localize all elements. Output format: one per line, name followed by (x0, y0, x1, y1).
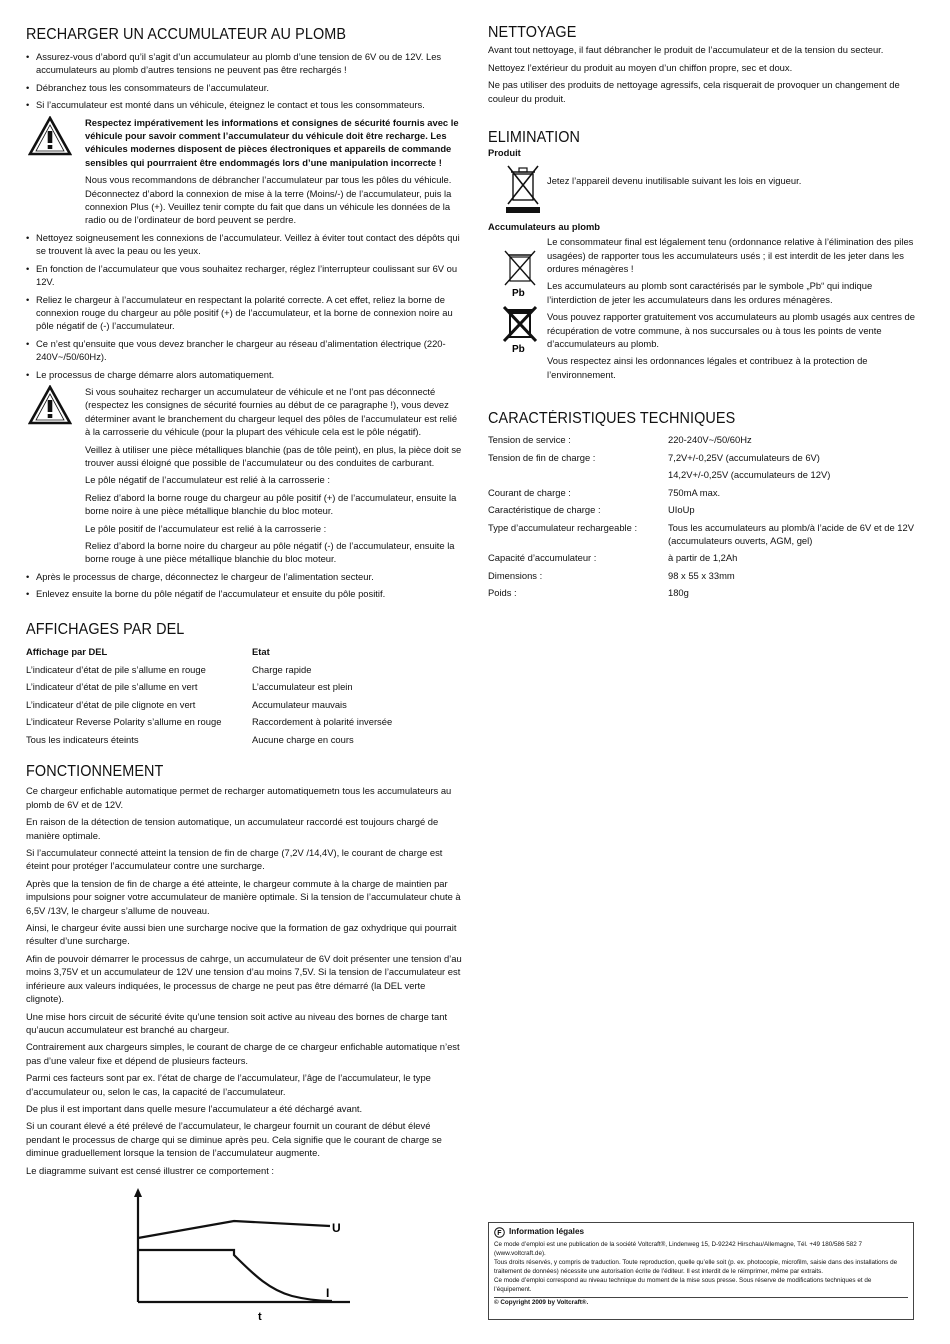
t-label: t (258, 1311, 262, 1323)
crossed-bin-icon (504, 162, 542, 214)
list-item: • Après le processus de charge, déconnectez le chargeur de l’alimentation secteur. (26, 570, 462, 583)
led-title: AFFICHAGES PAR DEL (26, 621, 185, 638)
fonctionnement-section (26, 765, 462, 1181)
pb-label: Pb (512, 288, 525, 298)
pb-bin-icon (500, 249, 540, 297)
spec-value: 98 x 55 x 33mm (668, 569, 735, 581)
nettoyage-section (488, 26, 924, 109)
legal-text: Ce mode d’emploi correspond au niveau technique du moment de la mise sous presse. Sous réserve de modifications techniques et de l’équipement. (494, 1277, 872, 1293)
table-row (488, 569, 924, 587)
state-col-header: Etat (252, 646, 270, 657)
tech-title: CARACTÉRISTIQUES TECHNIQUES (488, 410, 736, 427)
table-row (26, 680, 446, 698)
spec-key: Capacité d’accumulateur : (488, 552, 597, 563)
spec-key: Tension de fin de charge : (488, 451, 596, 463)
paragraph: Le consommateur final est légalement tenu (ordonnance relative à l’élimination des piles usagées) de rapporter tous les accumulateurs usés ; il est interdit de les jeter dans les ordures ménagères ! (547, 236, 914, 275)
tech-section (488, 410, 924, 604)
paragraph: Les accumulateurs au plomb sont caractérisés par le symbole „Pb“ qui indique l’interdiction de jeter les accumulateurs dans les ordures ménagères. (547, 280, 873, 305)
elimination-section (488, 131, 924, 385)
table-row (26, 715, 446, 733)
tech-table (488, 433, 924, 604)
spec-value: 180g (668, 587, 689, 598)
paragraph: Avant tout nettoyage, il faut débrancher le produit de l’accumulateur et de la tension du secteur. (488, 44, 884, 56)
voltage-curve (138, 1221, 330, 1238)
list-item: • En fonction de l’accumulateur que vous souhaitez recharger, réglez l’interrupteur coulissant sur 6V ou 12V. (26, 262, 462, 289)
list-item: • Si l’accumulateur est monté dans un véhicule, éteignez le contact et tous les consommateurs. (26, 98, 462, 111)
warning-bold-text: Respectez impérativement les informations et consignes de sécurité fournis avec le véhicule pour savoir comment l’accumulateur du véhicule doit être recharge. Les véhicules modernes disposent de pièces électroniques et appareils de commande sensibles qui pourrraient être endommagés lors d’une manipulation incorrecte ! (85, 116, 459, 168)
paragraph: Si un courant élevé a été prélevé de l’accumulateur, le chargeur fournit un courant de début élevé pendant le processus de charge qui se diminue après peu. Cela signifie que le courant de charge se diminue graduellement lorsque la tension de l’accumulateur augmente. (26, 1120, 442, 1159)
state-cell: Aucune charge en cours (252, 733, 354, 745)
table-row (26, 663, 446, 681)
warning-text: Veillez à utiliser une pièce métalliques blanchie (pas de tôle peint), en plus, la pièce doit se trouver aussi éloigné que possible de l’accumulateur ou des conduites de carburant. (85, 443, 462, 468)
spec-key: Poids : (488, 587, 517, 598)
spec-value: Tous les accumulateurs au plomb/à l’acide de 6V et de 12V (accumulateurs ouverts, AGM, gel) (668, 521, 914, 546)
warning-icon (28, 385, 72, 425)
state-cell: Accumulateur mauvais (252, 698, 347, 710)
paragraph: En raison de la détection de tension automatique, un accumulateur raccordé est toujours chargé de manière optimale. (26, 816, 439, 841)
list-item: • Assurez-vous d’abord qu’il s’agit d’un accumulateur au plomb d’une tension de 6V ou de 12V. Les accumulateurs au plomb d’autres tensions ne peuvent pas être rechargés ! (26, 50, 462, 77)
language-badge: F (497, 1230, 502, 1238)
elimination-title: ELIMINATION (488, 129, 581, 146)
language-badge-icon (494, 1227, 505, 1238)
table-row (488, 521, 924, 552)
led-cell: L’indicateur Reverse Polarity s’allume en rouge (26, 716, 222, 727)
spec-key: Dimensions : (488, 569, 543, 581)
current-curve (138, 1250, 332, 1301)
paragraph: Ainsi, le chargeur évite aussi bien une surcharge nocive que la formation de gaz oxhydrique qui pourrait résulter d’une surcharge. (26, 922, 457, 947)
produit-text: Jetez l’appareil devenu inutilisable suivant les lois en vigueur. (547, 174, 802, 186)
led-cell: L’indicateur d’état de pile s’allume en rouge (26, 663, 206, 675)
spec-value: 7,2V+/-0,25V (accumulateurs de 6V) (668, 451, 820, 463)
list-item: • Débranchez tous les consommateurs de l’accumulateur. (26, 81, 462, 94)
paragraph: Ne pas utiliser des produits de nettoyage agressifs, cela risquerait de provoquer un changement de couleur du produit. (488, 79, 900, 104)
spec-value: à partir de 1,2Ah (668, 552, 738, 563)
paragraph: Une mise hors circuit de sécurité évite qu’une tension soit active au niveau des bornes de charge tant qu’aucun accumulateur est branché au chargeur. (26, 1010, 448, 1035)
warning-icon (28, 116, 72, 156)
list-item: • Ce n’est qu’ensuite que vous devez brancher le chargeur au réseau d’alimentation électrique (220-240V~/50/60Hz). (26, 337, 462, 364)
table-row (488, 433, 924, 451)
paragraph: Ce chargeur enfichable automatique permet de recharger automatiquemetn tous les accumulateurs au plomb de 6V et de 12V. (26, 785, 452, 810)
legal-text: Ce mode d’emploi est une publication de la société Voltcraft®, Lindenweg 15, D-92242 Hirschau/Allemagne, Tél. +49 180/586 582 7 (www.voltcraft.de). (494, 1241, 863, 1257)
led-table (26, 645, 446, 750)
warning-text: Reliez d’abord la borne rouge du chargeur au pôle positif (+) de l’accumulateur, ensuite la borne noire à une pièce métallique blanchie du bloc moteur. (85, 491, 457, 517)
warning-text: Nous vous recommandons de débrancher l’accumulateur par tous les pôles du véhicule. Déconnectez d’abord la connexion de mise à la terre (Moins/-) de l’accumulateur, puis la connexion Plus (+). Veuillez tenir compte du fait que dans un véhicule les données de la radio ou de l’ordinateur de bord peuvent se perdre. (85, 174, 452, 226)
led-col-header: Affichage par DEL (26, 646, 108, 657)
spec-value: 14,2V+/-0,25V (accumulateurs de 12V) (668, 469, 831, 480)
table-header (26, 645, 446, 663)
produit-heading: Produit (488, 147, 521, 159)
list-item: • Reliez le chargeur à l’accumulateur en respectant la polarité correcte. A cet effet, reliez la borne de connexion rouge du chargeur au pôle positif (+) de l’accumulateur, et la borne de connexion noire au pôle négatif de (-) l’accumulateur. (26, 293, 462, 333)
copyright: © Copyright 2009 by Voltcraft®. (494, 1297, 908, 1308)
state-cell: Raccordement à polarité inversée (252, 716, 393, 727)
y-axis-arrow (134, 1188, 142, 1197)
legal-heading (494, 1227, 908, 1238)
table-row (26, 698, 446, 716)
table-row (488, 551, 924, 569)
pb-label: Pb (512, 344, 525, 354)
table-row (488, 451, 924, 469)
recharge-list-2 (26, 231, 462, 381)
paragraph: Nettoyez l’extérieur du produit au moyen d’un chiffon propre, sec et doux. (488, 61, 793, 73)
led-cell: L’indicateur d’état de pile clignote en vert (26, 698, 196, 710)
state-cell: L’accumulateur est plein (252, 681, 353, 692)
spec-key: Caractéristique de charge : (488, 504, 601, 515)
accu-heading: Accumulateurs au plomb (488, 220, 601, 232)
charge-diagram (120, 1186, 450, 1324)
warning-text: Reliez d’abord la borne noire du chargeur au pôle négatif (-) de l’accumulateur, ensuite la borne rouge à une pièce métallique blanchie du bloc moteur. (85, 540, 455, 565)
paragraph: Contrairement aux chargeurs simples, le courant de charge de ce chargeur enfichable automatique n’est pas d’une valeur fixe et dépend de plusieurs facteurs. (26, 1041, 460, 1066)
table-row (488, 468, 924, 486)
spec-value: UIoUp (668, 504, 695, 515)
u-label: U (332, 1221, 341, 1235)
spec-key: Type d’accumulateur rechargeable : (488, 521, 638, 533)
i-label: I (326, 1286, 330, 1300)
table-row (488, 586, 924, 604)
paragraph: Parmi ces facteurs sont par ex. l’état de charge de l’accumulateur, l’âge de l’accumulateur, le type d’accumulateur ou, selon le cas, la capacité de l’accumulateur. (26, 1072, 431, 1097)
recharge-list (26, 50, 462, 112)
fonctionnement-title: FONCTIONNEMENT (26, 763, 164, 780)
spec-key: Tension de service : (488, 434, 571, 445)
led-cell: L’indicateur d’état de pile s’allume en vert (26, 681, 198, 692)
list-item: • Nettoyez soigneusement les connexions de l’accumulateur. Veillez à éviter tout contact des dépôts qui se trouvent là avec la peau ou les yeux. (26, 231, 462, 258)
spec-key: Courant de charge : (488, 486, 571, 498)
produit-row (488, 160, 924, 216)
paragraph: Vous respectez ainsi les ordonnances légales et contribuez à la protection de l’environnement. (547, 355, 868, 380)
legal-title: Information légales (509, 1227, 585, 1237)
spec-value: 750mA max. (668, 486, 721, 498)
nettoyage-title: NETTOYAGE (488, 24, 577, 41)
table-row (488, 503, 924, 521)
legal-box (488, 1222, 914, 1320)
led-section (26, 621, 462, 750)
pb-bin-bold-icon (500, 305, 540, 353)
spec-key (488, 468, 668, 486)
warning-text: Si vous souhaitez recharger un accumulateur de véhicule et ne l’ont pas déconnecté (respectez les consignes de sécurité fournies au début de ce paragraphe !), vous devez déterminer avant le branchement du chargeur lequel des pôles de l’accumulateur est relié à la carrosserie du véhicule (pour la plupart des véhicule cela est le pôle négatif). (85, 385, 458, 438)
paragraph: Après que la tension de fin de charge a été atteinte, le chargeur commute à la charge de maintien par impulsions pour soigner votre accumulateur de manière optimale. Si la tension de l’accumulateur chute à 6,5V /13V, le chargeur s’allume de nouveau. (26, 877, 461, 916)
list-item: • Enlevez ensuite la borne du pôle négatif de l’accumulateur et ensuite du pôle positif. (26, 587, 462, 600)
spec-value: 220-240V~/50/60Hz (668, 434, 752, 445)
led-cell: Tous les indicateurs éteints (26, 733, 139, 745)
recharge-list-3 (26, 570, 462, 601)
warning-block-2 (26, 385, 462, 566)
recharge-title: RECHARGER UN ACCUMULATEUR AU PLOMB (26, 26, 347, 43)
paragraph: Le diagramme suivant est censé illustrer ce comportement : (26, 1164, 275, 1176)
table-row (26, 733, 446, 751)
warning-text: Le pôle positif de l’accumulateur est relié à la carrosserie : (85, 522, 327, 534)
warning-text: Le pôle négatif de l’accumulateur est relié à la carrosserie : (85, 474, 330, 486)
paragraph: De plus il est important dans quelle mesure l’accumulateur a été déchargé avant. (26, 1102, 363, 1114)
paragraph: Afin de pouvoir démarrer le processus de cahrge, un accumulateur de 6V doit présenter une tension d’au moins 3,75V et un accumulateur de 12V une tension d’au moins 7,5V. Si la tension de l’accumulateur est inférieure aux valeurs indiquées, le processus de charge ne peut pas être démarré (la DEL verte clignote). (26, 952, 462, 1005)
table-row (488, 486, 924, 504)
accu-block (488, 235, 924, 381)
paragraph: Vous pouvez rapporter gratuitement vos accumulateurs au plomb usagés aux centres de récupération de votre commune, à nos succursales ou à tous les points de vente d’accumulateurs au plomb. (547, 311, 915, 350)
warning-block-1 (26, 116, 462, 227)
state-cell: Charge rapide (252, 663, 312, 675)
legal-text: Tous droits réservés, y compris de traduction. Toute reproduction, quelle qu’elle soit (p. ex. photocopie, microfilm, saisie dans des installations de traitement de données) nécessite une autorisation écrite de l’éditeur. Il est interdit de le réimprimer, même par extraits. (494, 1259, 898, 1275)
paragraph: Si l’accumulateur connecté atteint la tension de fin de charge (7,2V /14,4V), le courant de charge est éteint pour protéger l’accumulateur contre une surcharge. (26, 847, 443, 872)
recharge-section (26, 26, 462, 605)
list-item: • Le processus de charge démarre alors automatiquement. (26, 368, 462, 381)
